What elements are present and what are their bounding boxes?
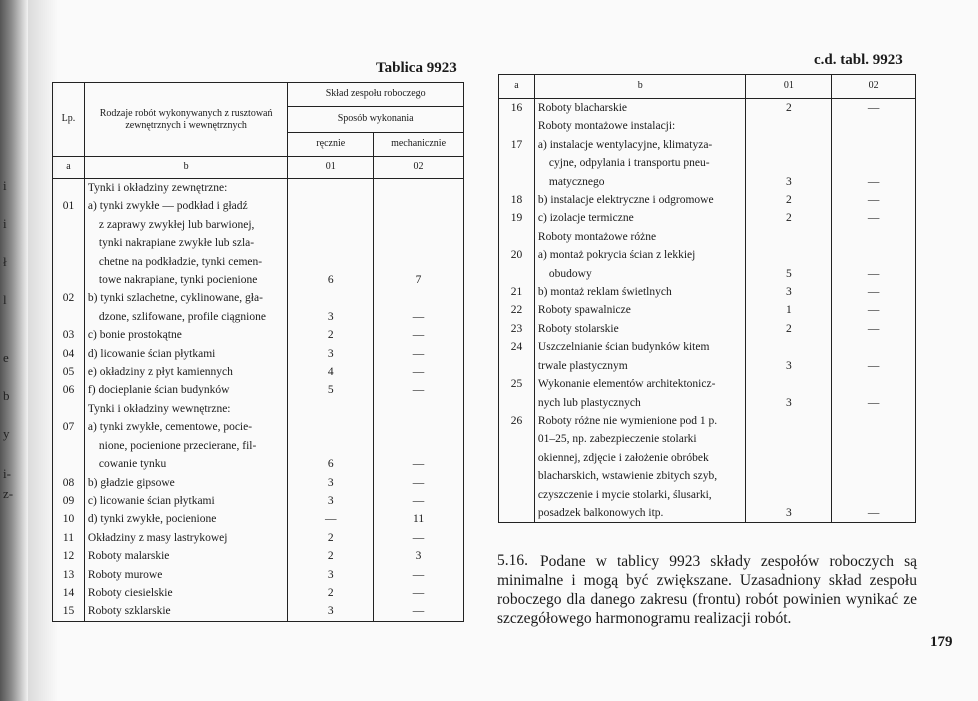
value-recznie: 2 — [746, 191, 832, 209]
row-number — [499, 504, 535, 523]
table-row — [53, 529, 464, 547]
value-mechanicznie: — — [374, 529, 464, 547]
row-description: cowanie tynku — [84, 455, 287, 473]
value-recznie: 3 — [288, 474, 374, 492]
row-number — [499, 394, 535, 412]
row-description: Tynki i okładziny zewnętrzne: — [84, 179, 287, 198]
row-number — [499, 117, 535, 135]
header-col-a: a — [53, 157, 85, 179]
table-row — [499, 154, 916, 172]
row-number — [499, 228, 535, 246]
left-table-title: Tablica 9923 — [376, 60, 457, 76]
row-description: Roboty stolarskie — [534, 320, 746, 338]
value-mechanicznie: — — [374, 381, 464, 399]
value-mechanicznie: — — [832, 301, 916, 319]
row-description: Roboty montażowe instalacji: — [534, 117, 746, 135]
value-recznie: 2 — [288, 584, 374, 602]
value-mechanicznie — [832, 117, 916, 135]
value-mechanicznie — [832, 136, 916, 154]
row-description: Roboty spawalnicze — [534, 301, 746, 319]
value-recznie — [746, 228, 832, 246]
row-number: 14 — [53, 584, 85, 602]
table-row — [53, 253, 464, 271]
row-number — [53, 253, 85, 271]
value-recznie: 3 — [746, 394, 832, 412]
table-row — [499, 191, 916, 209]
value-mechanicznie: — — [374, 566, 464, 584]
value-mechanicznie: — — [374, 345, 464, 363]
value-mechanicznie — [374, 234, 464, 252]
table-row — [499, 99, 916, 118]
table-row — [499, 449, 916, 467]
value-recznie — [288, 437, 374, 455]
table-row — [53, 179, 464, 198]
value-recznie — [288, 253, 374, 271]
row-number: 12 — [53, 547, 85, 565]
row-number — [499, 357, 535, 375]
table-row — [499, 209, 916, 227]
value-recznie: 5 — [746, 265, 832, 283]
table-row — [53, 216, 464, 234]
paragraph-text: Podane w tablicy 9923 składy zespołów roboczych są minimalne i mogą być zwiększane. Uzasadniony skład zespołu roboczego dla danego zakresu (frontu) robót powinien wynikać ze szczegółowego harmonogramu realizacji robót. — [497, 553, 917, 627]
row-number: 11 — [53, 529, 85, 547]
value-mechanicznie — [374, 418, 464, 436]
paragraph-number: 5.16. — [497, 552, 528, 569]
table-row — [53, 308, 464, 326]
table-row — [499, 412, 916, 430]
value-mechanicznie: — — [832, 99, 916, 118]
value-recznie: 3 — [746, 504, 832, 523]
value-mechanicznie — [374, 253, 464, 271]
page-number: 179 — [930, 634, 953, 650]
value-recznie: 3 — [288, 566, 374, 584]
value-mechanicznie — [832, 154, 916, 172]
value-recznie — [746, 154, 832, 172]
table-row — [53, 363, 464, 381]
row-number — [53, 179, 85, 198]
row-description: okiennej, zdjęcie i założenie obróbek — [534, 449, 746, 467]
row-description: blacharskich, wstawienie zbitych szyb, — [534, 467, 746, 485]
value-mechanicznie — [832, 467, 916, 485]
value-mechanicznie — [832, 375, 916, 393]
right-table-title: c.d. tabl. 9923 — [814, 52, 903, 68]
table-row — [499, 265, 916, 283]
edge-letter: b — [3, 388, 10, 403]
value-mechanicznie: — — [374, 492, 464, 510]
row-number: 09 — [53, 492, 85, 510]
value-mechanicznie: — — [374, 455, 464, 473]
value-recznie — [288, 197, 374, 215]
row-description: Roboty murowe — [84, 566, 287, 584]
edge-letter: l — [3, 292, 7, 307]
value-recznie: 3 — [746, 283, 832, 301]
table-row — [499, 246, 916, 264]
row-number: 01 — [53, 197, 85, 215]
value-mechanicznie: — — [374, 308, 464, 326]
row-number: 15 — [53, 602, 85, 621]
row-description: b) montaż reklam świetlnych — [534, 283, 746, 301]
header-col-02: 02 — [832, 75, 916, 99]
row-number: 03 — [53, 326, 85, 344]
value-mechanicznie — [832, 338, 916, 356]
table-row — [53, 400, 464, 418]
row-description: a) montaż pokrycia ścian z lekkiej — [534, 246, 746, 264]
value-mechanicznie: — — [832, 504, 916, 523]
row-description: d) licowanie ścian płytkami — [84, 345, 287, 363]
value-recznie: 6 — [288, 455, 374, 473]
value-recznie — [746, 246, 832, 264]
value-recznie: 4 — [288, 363, 374, 381]
edge-letter: i — [3, 216, 7, 231]
value-recznie: 2 — [288, 326, 374, 344]
table-row — [53, 455, 464, 473]
header-col-01: 01 — [288, 157, 374, 179]
table-row — [53, 234, 464, 252]
row-description: nione, pocienione przecierane, fil- — [84, 437, 287, 455]
row-number — [499, 430, 535, 448]
row-number: 17 — [499, 136, 535, 154]
value-mechanicznie — [374, 216, 464, 234]
header-recznie: ręcznie — [288, 133, 374, 157]
row-number — [499, 265, 535, 283]
table-row — [53, 326, 464, 344]
value-mechanicznie: — — [374, 474, 464, 492]
table-row — [53, 492, 464, 510]
row-description: tynki nakrapiane zwykłe lub szla- — [84, 234, 287, 252]
value-recznie — [746, 136, 832, 154]
row-number — [53, 400, 85, 418]
value-recznie — [288, 216, 374, 234]
row-description: b) instalacje elektryczne i odgromowe — [534, 191, 746, 209]
row-number — [53, 234, 85, 252]
value-mechanicznie — [832, 228, 916, 246]
row-number: 05 — [53, 363, 85, 381]
row-description: Roboty ciesielskie — [84, 584, 287, 602]
row-description: a) tynki zwykłe — podkład i gładź — [84, 197, 287, 215]
row-description: Roboty różne nie wymienione pod 1 p. — [534, 412, 746, 430]
table-row — [499, 375, 916, 393]
row-description: Roboty szklarskie — [84, 602, 287, 621]
row-description: matycznego — [534, 173, 746, 191]
value-mechanicznie — [374, 197, 464, 215]
value-mechanicznie — [832, 486, 916, 504]
value-recznie — [746, 375, 832, 393]
value-mechanicznie: — — [374, 326, 464, 344]
value-mechanicznie — [832, 430, 916, 448]
value-recznie — [746, 117, 832, 135]
table-row — [53, 566, 464, 584]
row-number: 19 — [499, 209, 535, 227]
row-description: trwale plastycznym — [534, 357, 746, 375]
table-row — [53, 474, 464, 492]
row-description: dzone, szlifowane, profile ciągnione — [84, 308, 287, 326]
row-number: 07 — [53, 418, 85, 436]
value-recznie — [746, 486, 832, 504]
row-description: c) bonie prostokątne — [84, 326, 287, 344]
row-description: a) tynki zwykłe, cementowe, pocie- — [84, 418, 287, 436]
row-number — [499, 173, 535, 191]
row-description: z zaprawy zwykłej lub barwionej, — [84, 216, 287, 234]
table-row — [53, 197, 464, 215]
row-number: 20 — [499, 246, 535, 264]
row-description: obudowy — [534, 265, 746, 283]
value-recznie: 1 — [746, 301, 832, 319]
value-recznie — [746, 467, 832, 485]
table-row — [499, 357, 916, 375]
value-mechanicznie: — — [832, 173, 916, 191]
row-description: e) okładziny z płyt kamiennych — [84, 363, 287, 381]
value-recznie: 3 — [288, 492, 374, 510]
row-number: 13 — [53, 566, 85, 584]
value-recznie — [288, 418, 374, 436]
table-row — [499, 394, 916, 412]
value-recznie: 5 — [288, 381, 374, 399]
value-recznie — [746, 430, 832, 448]
value-mechanicznie: — — [832, 283, 916, 301]
row-description: c) izolacje termiczne — [534, 209, 746, 227]
value-mechanicznie: — — [374, 584, 464, 602]
value-mechanicznie: — — [374, 363, 464, 381]
edge-letter: i- — [3, 466, 11, 481]
row-description: Roboty montażowe różne — [534, 228, 746, 246]
table-row — [499, 320, 916, 338]
row-description: b) tynki szlachetne, cyklinowane, gła- — [84, 289, 287, 307]
value-recznie: 3 — [288, 345, 374, 363]
value-mechanicznie: — — [832, 394, 916, 412]
row-description: nych lub plastycznych — [534, 394, 746, 412]
value-recznie: 3 — [288, 602, 374, 621]
table-row — [499, 338, 916, 356]
row-number — [53, 308, 85, 326]
value-mechanicznie: — — [832, 209, 916, 227]
row-description: f) docieplanie ścian budynków — [84, 381, 287, 399]
row-description: 01–25, np. zabezpieczenie stolarki — [534, 430, 746, 448]
header-sklad: Skład zespołu roboczego — [288, 83, 464, 107]
value-recznie — [746, 412, 832, 430]
row-number: 02 — [53, 289, 85, 307]
row-number — [499, 467, 535, 485]
value-mechanicznie — [832, 412, 916, 430]
right-table — [498, 74, 916, 523]
left-table-body — [53, 179, 464, 622]
edge-letter: z- — [3, 486, 14, 501]
row-number — [499, 449, 535, 467]
row-number — [53, 455, 85, 473]
row-description: posadzek balkonowych itp. — [534, 504, 746, 523]
row-number: 24 — [499, 338, 535, 356]
table-row — [53, 418, 464, 436]
value-recznie: 3 — [288, 308, 374, 326]
value-mechanicznie — [374, 400, 464, 418]
row-description: Roboty malarskie — [84, 547, 287, 565]
table-row — [53, 289, 464, 307]
edge-letter: i — [3, 178, 7, 193]
row-description: Okładziny z masy lastrykowej — [84, 529, 287, 547]
row-number: 23 — [499, 320, 535, 338]
row-description: Tynki i okładziny wewnętrzne: — [84, 400, 287, 418]
value-recznie — [288, 400, 374, 418]
header-sposob: Sposób wykonania — [288, 107, 464, 133]
row-number — [53, 216, 85, 234]
row-number: 18 — [499, 191, 535, 209]
row-description: d) tynki zwykłe, pocienione — [84, 510, 287, 528]
table-row — [53, 271, 464, 289]
value-mechanicznie: 7 — [374, 271, 464, 289]
value-mechanicznie: — — [832, 320, 916, 338]
table-row — [53, 547, 464, 565]
value-recznie — [288, 289, 374, 307]
value-recznie: 2 — [746, 99, 832, 118]
row-description: b) gładzie gipsowe — [84, 474, 287, 492]
header-col-b: b — [534, 75, 746, 99]
edge-letter: ł — [3, 254, 7, 269]
header-col-b: b — [84, 157, 287, 179]
row-number — [53, 271, 85, 289]
header-col-01: 01 — [746, 75, 832, 99]
row-number — [499, 486, 535, 504]
table-row — [499, 117, 916, 135]
row-number: 08 — [53, 474, 85, 492]
table-row — [499, 173, 916, 191]
table-row — [53, 510, 464, 528]
table-row — [499, 504, 916, 523]
value-mechanicznie — [832, 246, 916, 264]
edge-letter: e — [3, 350, 9, 365]
header-lp: Lp. — [53, 83, 85, 157]
row-number: 26 — [499, 412, 535, 430]
value-recznie: 2 — [288, 529, 374, 547]
value-recznie — [746, 449, 832, 467]
table-row — [53, 381, 464, 399]
value-recznie — [288, 234, 374, 252]
value-recznie: — — [288, 510, 374, 528]
table-row — [53, 602, 464, 621]
row-number: 06 — [53, 381, 85, 399]
value-mechanicznie: — — [832, 265, 916, 283]
row-description: towe nakrapiane, tynki pocienione — [84, 271, 287, 289]
value-mechanicznie: — — [832, 357, 916, 375]
row-number: 10 — [53, 510, 85, 528]
row-number: 25 — [499, 375, 535, 393]
table-row — [499, 486, 916, 504]
row-number: 21 — [499, 283, 535, 301]
table-row — [53, 437, 464, 455]
value-mechanicznie — [374, 289, 464, 307]
row-description: Uszczelnianie ścian budynków kitem — [534, 338, 746, 356]
left-table — [52, 82, 464, 622]
row-description: a) instalacje wentylacyjne, klimatyza- — [534, 136, 746, 154]
table-row — [499, 228, 916, 246]
header-col-a: a — [499, 75, 535, 99]
value-recznie: 2 — [746, 209, 832, 227]
table-row — [53, 584, 464, 602]
row-description: c) licowanie ścian płytkami — [84, 492, 287, 510]
row-number — [53, 437, 85, 455]
row-number: 22 — [499, 301, 535, 319]
table-row — [499, 301, 916, 319]
value-recznie — [288, 179, 374, 198]
value-recznie: 2 — [746, 320, 832, 338]
value-recznie: 6 — [288, 271, 374, 289]
value-recznie: 3 — [746, 173, 832, 191]
row-description: Wykonanie elementów architektonicz- — [534, 375, 746, 393]
table-row — [499, 283, 916, 301]
table-row — [499, 467, 916, 485]
header-col-02: 02 — [374, 157, 464, 179]
value-recznie — [746, 338, 832, 356]
row-description: Roboty blacharskie — [534, 99, 746, 118]
value-mechanicznie — [832, 449, 916, 467]
right-table-body — [499, 99, 916, 523]
value-mechanicznie — [374, 437, 464, 455]
row-number: 04 — [53, 345, 85, 363]
table-row — [499, 430, 916, 448]
row-number — [499, 154, 535, 172]
value-mechanicznie: — — [832, 191, 916, 209]
table-row — [53, 345, 464, 363]
edge-letter: y — [3, 426, 10, 441]
value-mechanicznie: 3 — [374, 547, 464, 565]
value-mechanicznie: 11 — [374, 510, 464, 528]
value-mechanicznie: — — [374, 602, 464, 621]
header-rodzaje: Rodzaje robót wykonywanych z rusztowań zewnętrznych i wewnętrznych — [84, 83, 287, 157]
row-description: cyjne, odpylania i transportu pneu- — [534, 154, 746, 172]
row-description: czyszczenie i mycie stolarki, ślusarki, — [534, 486, 746, 504]
header-mechanicznie: mechanicznie — [374, 133, 464, 157]
value-mechanicznie — [374, 179, 464, 198]
table-row — [499, 136, 916, 154]
value-recznie: 3 — [746, 357, 832, 375]
value-recznie: 2 — [288, 547, 374, 565]
row-description: chetne na podkładzie, tynki cemen- — [84, 253, 287, 271]
row-number: 16 — [499, 99, 535, 118]
